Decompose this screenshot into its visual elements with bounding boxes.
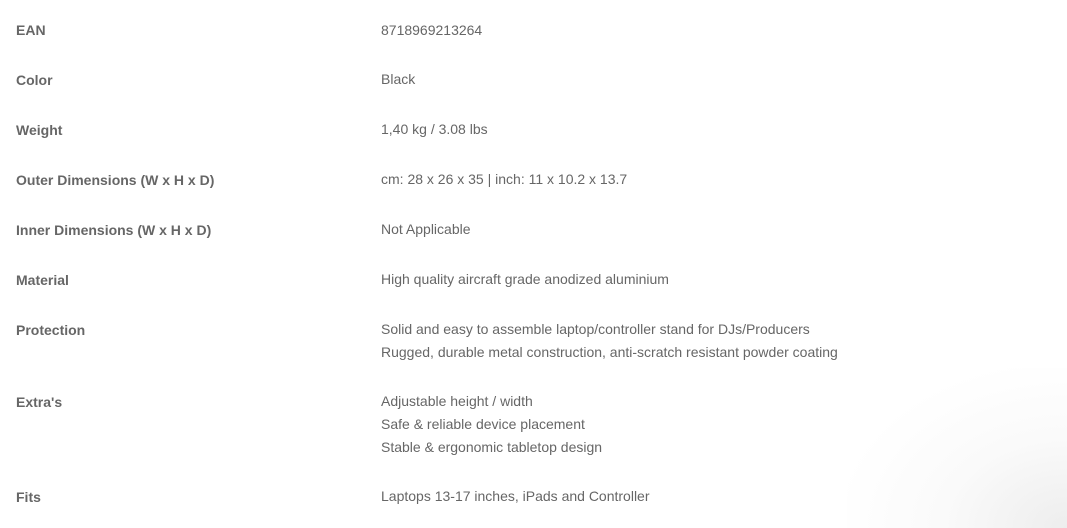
spec-label: EAN bbox=[16, 22, 46, 38]
spec-value bbox=[381, 485, 650, 508]
spec-value bbox=[381, 318, 838, 364]
spec-value-line: Black bbox=[381, 71, 416, 87]
spec-value-line: cm: 28 x 26 x 35 | inch: 11 x 10.2 x 13.7 bbox=[381, 171, 628, 187]
spec-value-line: Rugged, durable metal construction, anti-scratch resistant powder coating bbox=[381, 344, 838, 360]
spec-value-line: Stable & ergonomic tabletop design bbox=[381, 439, 603, 455]
spec-value bbox=[381, 19, 482, 42]
spec-value-line: Solid and easy to assemble laptop/controller stand for DJs/Producers bbox=[381, 321, 810, 337]
background-fade bbox=[847, 368, 1067, 528]
spec-value-line: 8718969213264 bbox=[381, 22, 483, 38]
spec-label: Outer Dimensions (W x H x D) bbox=[16, 172, 215, 188]
spec-value-line: Not Applicable bbox=[381, 221, 471, 237]
spec-label: Color bbox=[16, 72, 53, 88]
spec-value-line: 1,40 kg / 3.08 lbs bbox=[381, 121, 488, 137]
spec-value-line: Laptops 13-17 inches, iPads and Controller bbox=[381, 488, 650, 504]
spec-value bbox=[381, 68, 415, 91]
spec-value bbox=[381, 168, 627, 191]
spec-value bbox=[381, 390, 602, 459]
spec-label: Protection bbox=[16, 322, 86, 338]
spec-label: Inner Dimensions (W x H x D) bbox=[16, 222, 212, 238]
spec-label: Material bbox=[16, 272, 69, 288]
spec-label: Fits bbox=[16, 489, 41, 505]
spec-value-line: High quality aircraft grade anodized aluminium bbox=[381, 271, 669, 287]
spec-label: Weight bbox=[16, 122, 63, 138]
spec-value-line: Safe & reliable device placement bbox=[381, 416, 585, 432]
spec-value bbox=[381, 218, 471, 241]
spec-value bbox=[381, 118, 488, 141]
spec-value-line: Adjustable height / width bbox=[381, 393, 533, 409]
spec-label: Extra's bbox=[16, 394, 63, 410]
spec-value bbox=[381, 268, 669, 291]
